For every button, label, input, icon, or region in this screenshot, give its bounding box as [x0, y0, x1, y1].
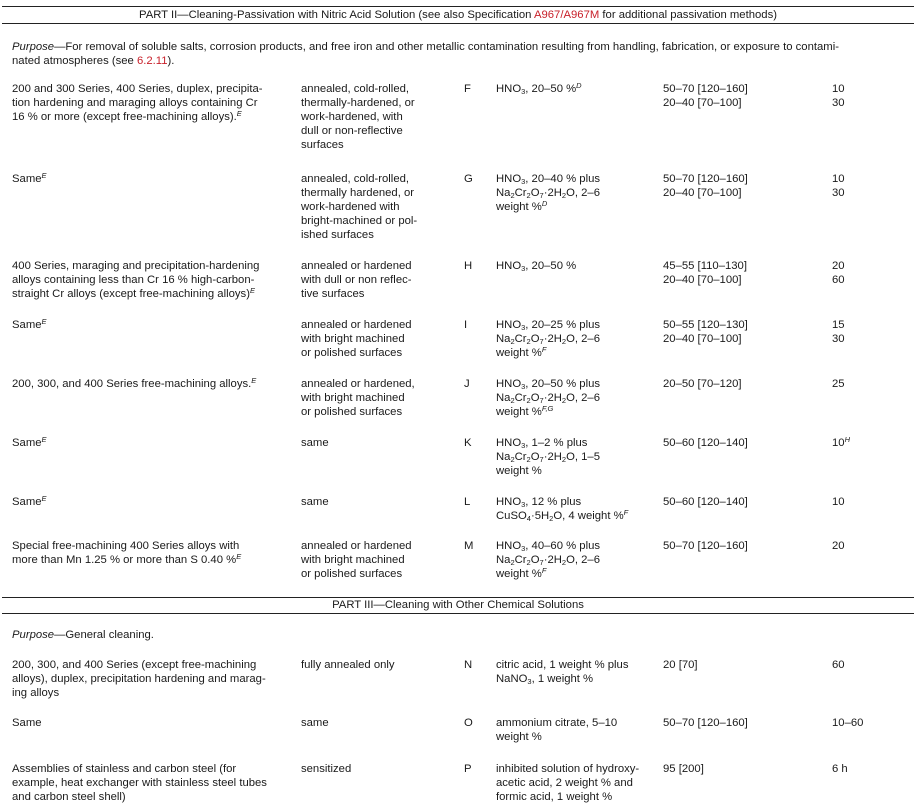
text-line	[496, 495, 646, 509]
designation-cell: L	[464, 496, 471, 508]
cell-text: work-hardened, with	[301, 111, 403, 123]
cell-text: same	[301, 496, 329, 508]
cell-text: acetic acid, 2 weight % and	[496, 777, 633, 789]
text-line	[496, 332, 646, 346]
cell-text: weight %	[496, 406, 542, 418]
cell-text: ·2H	[543, 554, 562, 566]
part-ii-purpose	[12, 40, 912, 68]
alloy-cell	[12, 82, 290, 124]
cell-text: 2	[526, 396, 531, 405]
text-line	[12, 110, 290, 124]
solution-cell	[496, 436, 646, 478]
alloy-cell	[12, 259, 290, 301]
text-line	[12, 54, 912, 68]
cell-text: F	[541, 345, 547, 354]
part-ii-title: PART II—Cleaning-Passivation with Nitric Acid Solution (see also Specification	[139, 9, 534, 21]
condition-cell	[301, 377, 431, 419]
cell-text: alloys containing less than Cr 16 % high-carbon-	[12, 274, 255, 286]
designation-cell: N	[464, 659, 473, 671]
purpose-label: Purpose	[12, 41, 55, 53]
text-line	[12, 495, 290, 509]
cell-text: tion hardening and maraging alloys containing Cr	[12, 97, 258, 109]
cell-text: 20–40 [70–100]	[663, 187, 742, 199]
cell-text: Na	[496, 451, 511, 463]
cell-text: Special free-machining 400 Series alloys with	[12, 540, 240, 552]
text-line	[496, 377, 646, 391]
cell-text: 3	[521, 500, 526, 509]
part-iii-heading: PART III—Cleaning with Other Chemical Solutions	[332, 599, 584, 611]
cell-text: Na	[496, 554, 511, 566]
cell-text: 50–70 [120–160]	[663, 173, 748, 185]
cell-text: 3	[521, 323, 526, 332]
cell-text: 30	[832, 187, 845, 199]
solution-cell	[496, 82, 646, 96]
cell-text: Assemblies of stainless and carbon steel (for	[12, 763, 237, 775]
purpose-text: —For removal of soluble salts, corrosion products, and free iron and other metallic contamination resulting from handling, fabrication, or exposure to contami-	[54, 41, 839, 53]
cell-text: E	[236, 552, 242, 561]
condition-cell	[301, 436, 431, 450]
cell-text: 2	[510, 337, 515, 346]
time-cell	[832, 539, 902, 553]
time-cell	[832, 318, 902, 346]
cell-text: ammonium citrate, 5–10	[496, 717, 618, 729]
cell-text: 200, 300, and 400 Series (except free-machining	[12, 659, 257, 671]
cell-text: 20 [70]	[663, 659, 698, 671]
condition-cell	[301, 82, 431, 152]
cell-text: HNO	[496, 260, 522, 272]
cell-text: 7	[539, 455, 544, 464]
spec-a967-link[interactable]: A967/A967M	[533, 9, 600, 21]
cell-text: O, 2–6	[566, 187, 600, 199]
solution-cell	[496, 318, 646, 360]
cell-text: 3	[521, 177, 526, 186]
cell-text: and carbon steel shell)	[12, 791, 126, 803]
part-ii-heading-rule	[2, 23, 914, 24]
solution-cell	[496, 762, 646, 804]
text-line	[496, 391, 646, 405]
cell-text: O, 2–6	[566, 333, 600, 345]
cell-text: , 20–50 %	[525, 83, 577, 95]
cell-text: ·2H	[543, 333, 562, 345]
cell-text: D	[576, 81, 582, 90]
purpose-text-2: nated atmospheres (see	[12, 55, 137, 67]
cell-text: annealed or hardened	[301, 260, 412, 272]
time-cell	[832, 762, 902, 776]
temperature-cell	[663, 436, 813, 450]
section-6-2-11-link[interactable]: 6.2.11	[136, 55, 168, 67]
solution-cell	[496, 377, 646, 419]
cell-text: with dull or non reflec-	[301, 274, 412, 286]
cell-text: HNO	[496, 496, 522, 508]
cell-text: Cr	[514, 333, 527, 345]
cell-text: H	[844, 435, 850, 444]
cell-text: weight %	[496, 347, 542, 359]
cell-text: 20–50 [70–120]	[663, 378, 742, 390]
cell-text: E	[41, 435, 47, 444]
cell-text: 2	[561, 396, 567, 405]
solution-cell	[496, 259, 646, 273]
cell-text: Na	[496, 333, 511, 345]
text-line	[496, 672, 646, 686]
cell-text: bright-machined or pol-	[301, 215, 418, 227]
temperature-cell	[663, 658, 813, 672]
temperature-cell	[663, 82, 813, 110]
purpose-text-3: ).	[167, 55, 175, 67]
alloy-cell	[12, 762, 290, 804]
cell-text: O	[530, 333, 540, 345]
cell-text: 6 h	[832, 763, 848, 775]
cell-text: HNO	[496, 83, 522, 95]
alloy-cell	[12, 539, 290, 567]
cell-text: 7	[539, 191, 544, 200]
text-line	[12, 40, 912, 54]
cell-text: Same	[12, 173, 42, 185]
cell-text: , 20–25 % plus	[525, 319, 601, 331]
cell-text: 15	[832, 319, 845, 331]
cell-text: 10	[832, 437, 845, 449]
cell-text: annealed, cold-rolled,	[301, 173, 410, 185]
part-ii-heading	[2, 8, 914, 22]
cell-text: same	[301, 717, 329, 729]
cell-text: annealed or hardened	[301, 319, 412, 331]
text-line	[496, 82, 646, 96]
purpose-text: —General cleaning.	[54, 629, 154, 641]
cell-text: Cr	[514, 187, 527, 199]
cell-text: annealed, cold-rolled,	[301, 83, 410, 95]
cell-text: alloys), duplex, precipitation hardening and marag-	[12, 673, 266, 685]
cell-text: 10	[832, 496, 845, 508]
cell-text: 2	[561, 191, 567, 200]
cell-text: HNO	[496, 437, 522, 449]
temperature-cell	[663, 172, 813, 200]
cell-text: E	[249, 286, 255, 295]
alloy-cell	[12, 172, 290, 186]
cell-text: CuSO	[496, 510, 527, 522]
cell-text: straight Cr alloys (except free-machining alloys)	[12, 288, 250, 300]
text-line	[496, 200, 646, 214]
cell-text: tive surfaces	[301, 288, 365, 300]
cell-text: F	[541, 566, 547, 575]
cell-text: citric acid, 1 weight % plus	[496, 659, 629, 671]
cell-text: 50–70 [120–160]	[663, 540, 748, 552]
cell-text: Cr	[514, 451, 527, 463]
text-line	[496, 436, 646, 450]
cell-text: 30	[832, 97, 845, 109]
designation-cell: M	[464, 540, 474, 552]
cell-text: 20	[832, 540, 845, 552]
part-iii-purpose	[12, 628, 912, 642]
cell-text: O	[530, 187, 540, 199]
text-line	[832, 436, 902, 450]
time-cell	[832, 82, 902, 110]
top-rule	[2, 6, 914, 7]
condition-cell	[301, 762, 431, 776]
cell-text: or polished surfaces	[301, 568, 403, 580]
temperature-cell	[663, 762, 813, 776]
cell-text: same	[301, 437, 329, 449]
cell-text: , 20–40 % plus	[525, 173, 601, 185]
temperature-cell	[663, 716, 813, 730]
cell-text: Same	[12, 717, 42, 729]
cell-text: formic acid, 1 weight %	[496, 791, 613, 803]
cell-text: , 40–60 % plus	[525, 540, 601, 552]
cell-text: ·5H	[530, 510, 550, 522]
cell-text: sensitized	[301, 763, 352, 775]
cell-text: with bright machined	[301, 554, 405, 566]
cell-text: E	[41, 317, 47, 326]
cell-text: surfaces	[301, 139, 344, 151]
cell-text: 50–55 [120–130]	[663, 319, 748, 331]
cell-text: 3	[521, 264, 526, 273]
solution-cell	[496, 495, 646, 523]
cell-text: HNO	[496, 540, 522, 552]
time-cell	[832, 495, 902, 509]
cell-text: 25	[832, 378, 845, 390]
cell-text: 3	[527, 677, 532, 686]
temperature-cell	[663, 259, 813, 287]
condition-cell	[301, 495, 431, 509]
text-line	[496, 405, 646, 419]
cell-text: Cr	[514, 392, 527, 404]
time-cell	[832, 377, 902, 391]
cell-text: 2	[526, 455, 531, 464]
cell-text: with bright machined	[301, 333, 405, 345]
designation-cell: F	[464, 83, 471, 95]
cell-text: Na	[496, 392, 511, 404]
cell-text: annealed or hardened	[301, 540, 412, 552]
part-ii-title-tail: for additional passivation methods)	[599, 9, 777, 21]
cell-text: , 1–2 % plus	[525, 437, 588, 449]
designation-cell: K	[464, 437, 472, 449]
solution-cell	[496, 172, 646, 214]
cell-text: weight %	[496, 201, 542, 213]
cell-text: 200 and 300 Series, 400 Series, duplex, precipita-	[12, 83, 263, 95]
cell-text: dull or non-reflective	[301, 125, 403, 137]
cell-text: 2	[510, 558, 515, 567]
alloy-cell	[12, 377, 290, 391]
time-cell	[832, 436, 902, 450]
part-iii-heading-rule	[2, 613, 914, 614]
cell-text: Na	[496, 187, 511, 199]
cell-text: 20–40 [70–100]	[663, 333, 742, 345]
designation-cell: H	[464, 260, 473, 272]
designation-cell: O	[464, 717, 473, 729]
alloy-cell	[12, 658, 290, 700]
cell-text: , 1 weight %	[531, 673, 594, 685]
condition-cell	[301, 658, 431, 672]
cell-text: work-hardened with	[301, 201, 400, 213]
text-line	[496, 318, 646, 332]
cell-text: Cr	[514, 554, 527, 566]
cell-text: 2	[561, 558, 567, 567]
text-line	[12, 628, 912, 642]
text-line	[496, 450, 646, 464]
cell-text: 7	[539, 396, 544, 405]
cell-text: thermally-hardened, or	[301, 97, 415, 109]
cell-text: Same	[12, 319, 42, 331]
solution-cell	[496, 658, 646, 686]
cell-text: Same	[12, 496, 42, 508]
text-line	[496, 186, 646, 200]
condition-cell	[301, 318, 431, 360]
alloy-cell	[12, 495, 290, 509]
cell-text: weight %	[496, 731, 542, 743]
cell-text: 50–60 [120–140]	[663, 437, 748, 449]
cell-text: 2	[510, 191, 515, 200]
cell-text: or polished surfaces	[301, 347, 403, 359]
time-cell	[832, 172, 902, 200]
temperature-cell	[663, 539, 813, 553]
cell-text: weight %	[496, 568, 542, 580]
cell-text: O, 4 weight %	[553, 510, 624, 522]
text-line	[496, 567, 646, 581]
condition-cell	[301, 172, 431, 242]
cell-text: 50–70 [120–160]	[663, 83, 748, 95]
cell-text: ·2H	[543, 187, 562, 199]
cell-text: more than Mn 1.25 % or more than S 0.40 %	[12, 554, 237, 566]
text-line	[496, 346, 646, 360]
cell-text: HNO	[496, 173, 522, 185]
cell-text: E	[41, 171, 47, 180]
cell-text: F	[623, 508, 629, 517]
time-cell	[832, 716, 902, 730]
temperature-cell	[663, 377, 813, 391]
cell-text: , 20–50 % plus	[525, 378, 601, 390]
cell-text: 20–40 [70–100]	[663, 274, 742, 286]
cell-text: 2	[526, 191, 531, 200]
cell-text: 60	[832, 659, 845, 671]
text-line	[496, 259, 646, 273]
cell-text: 45–55 [110–130]	[663, 260, 747, 272]
cell-text: 95 [200]	[663, 763, 704, 775]
cell-text: , 12 % plus	[525, 496, 582, 508]
cell-text: 50–60 [120–140]	[663, 496, 748, 508]
cell-text: 2	[510, 455, 515, 464]
cell-text: 16 % or more (except free-machining alloys).	[12, 111, 237, 123]
cell-text: , 20–50 %	[525, 260, 577, 272]
cell-text: 400 Series, maraging and precipitation-hardening	[12, 260, 260, 272]
text-line	[12, 172, 290, 186]
cell-text: E	[41, 494, 47, 503]
cell-text: 7	[539, 558, 544, 567]
time-cell	[832, 658, 902, 672]
cell-text: 20–40 [70–100]	[663, 97, 742, 109]
cell-text: 2	[526, 558, 531, 567]
cell-text: Same	[12, 437, 42, 449]
cell-text: annealed or hardened,	[301, 378, 415, 390]
text-line	[496, 172, 646, 186]
text-line	[12, 436, 290, 450]
alloy-cell	[12, 716, 290, 730]
cell-text: ing alloys	[12, 687, 60, 699]
text-line	[12, 318, 290, 332]
text-line	[496, 539, 646, 553]
temperature-cell	[663, 318, 813, 346]
cell-text: 10	[832, 173, 845, 185]
solution-cell	[496, 539, 646, 581]
purpose-label: Purpose	[12, 629, 55, 641]
time-cell	[832, 259, 902, 287]
cell-text: example, heat exchanger with stainless steel tubes	[12, 777, 267, 789]
alloy-cell	[12, 318, 290, 332]
condition-cell	[301, 539, 431, 581]
temperature-cell	[663, 495, 813, 509]
cell-text: 2	[561, 337, 567, 346]
text-line	[496, 509, 646, 523]
text-line	[12, 553, 290, 567]
condition-cell	[301, 259, 431, 301]
cell-text: 4	[526, 514, 531, 523]
cell-text: 10–60	[832, 717, 864, 729]
cell-text: 2	[526, 337, 531, 346]
cell-text: E	[251, 376, 257, 385]
condition-cell	[301, 716, 431, 730]
text-line	[496, 553, 646, 567]
cell-text: O, 1–5	[566, 451, 600, 463]
cell-text: 3	[521, 441, 526, 450]
cell-text: fully annealed only	[301, 659, 395, 671]
cell-text: ·2H	[543, 451, 562, 463]
cell-text: 30	[832, 333, 845, 345]
designation-cell: I	[464, 319, 468, 331]
cell-text: 3	[521, 382, 526, 391]
cell-text: thermally hardened, or	[301, 187, 415, 199]
cell-text: inhibited solution of hydroxy-	[496, 763, 640, 775]
cell-text: O, 2–6	[566, 392, 600, 404]
cell-text: or polished surfaces	[301, 406, 403, 418]
cell-text: O	[530, 392, 540, 404]
cell-text: HNO	[496, 378, 522, 390]
cell-text: E	[236, 109, 242, 118]
cell-text: O	[530, 554, 540, 566]
cell-text: 3	[521, 544, 526, 553]
cell-text: NaNO	[496, 673, 528, 685]
designation-cell: G	[464, 173, 473, 185]
text-line	[12, 287, 290, 301]
cell-text: D	[541, 199, 548, 208]
cell-text: HNO	[496, 319, 522, 331]
cell-text: 20	[832, 260, 845, 272]
designation-cell: J	[464, 378, 470, 390]
cell-text: 2	[510, 396, 515, 405]
text-line	[12, 377, 290, 391]
designation-cell: P	[464, 763, 472, 775]
cell-text: 3	[521, 87, 526, 96]
cell-text: ished surfaces	[301, 229, 374, 241]
cell-text: 7	[539, 337, 544, 346]
cell-text: 10	[832, 83, 845, 95]
cell-text: F,G	[541, 404, 554, 413]
alloy-cell	[12, 436, 290, 450]
cell-text: with bright machined	[301, 392, 405, 404]
cell-text: O	[530, 451, 540, 463]
cell-text: 60	[832, 274, 845, 286]
cell-text: weight %	[496, 465, 542, 477]
solution-cell	[496, 716, 646, 744]
cell-text: 50–70 [120–160]	[663, 717, 748, 729]
cell-text: 2	[561, 455, 567, 464]
cell-text: 200, 300, and 400 Series free-machining alloys.	[12, 378, 252, 390]
cell-text: ·2H	[543, 392, 562, 404]
cell-text: 2	[549, 514, 554, 523]
cell-text: O, 2–6	[566, 554, 600, 566]
